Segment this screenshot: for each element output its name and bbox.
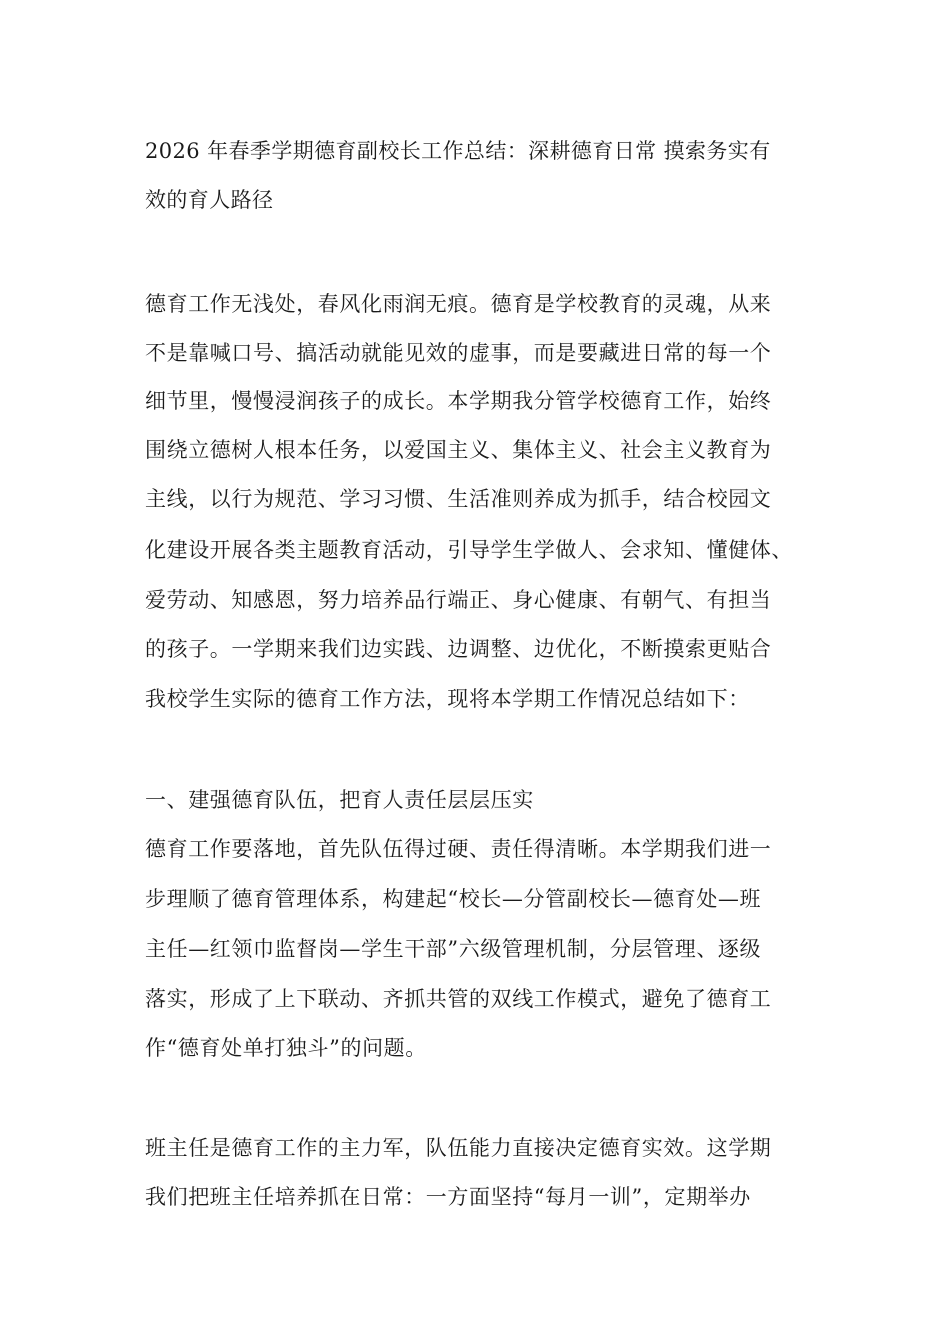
intro-line: 主线，以行为规范、学习习惯、生活准则养成为抓手，结合校园文 bbox=[145, 487, 772, 511]
intro-line: 爱劳动、知感恩，努力培养品行端正、身心健康、有朝气、有担当 bbox=[145, 588, 772, 612]
intro-line: 围绕立德树人根本任务，以爱国主义、集体主义、社会主义教育为 bbox=[145, 438, 772, 462]
section1-para2-line: 班主任是德育工作的主力军，队伍能力直接决定德育实效。这学期 bbox=[145, 1136, 772, 1160]
intro-line: 德育工作无浅处，春风化雨润无痕。德育是学校教育的灵魂，从来 bbox=[145, 292, 772, 316]
intro-line: 的孩子。一学期来我们边实践、边调整、边优化，不断摸索更贴合 bbox=[145, 637, 772, 661]
intro-line: 化建设开展各类主题教育活动，引导学生学做人、会求知、懂健体、 bbox=[145, 538, 793, 562]
intro-line: 我校学生实际的德育工作方法，现将本学期工作情况总结如下： bbox=[145, 687, 750, 711]
section1-para1-line: 落实，形成了上下联动、齐抓共管的双线工作模式，避免了德育工 bbox=[145, 987, 772, 1011]
intro-line: 不是靠喊口号、搞活动就能见效的虚事，而是要藏进日常的每一个 bbox=[145, 341, 772, 365]
section1-para1-line: 德育工作要落地，首先队伍得过硬、责任得清晰。本学期我们进一 bbox=[145, 837, 772, 861]
section1-para1-line: 作“德育处单打独斗”的问题。 bbox=[145, 1036, 427, 1060]
section-heading: 一、建强德育队伍，把育人责任层层压实 bbox=[145, 788, 534, 812]
section1-para1-line: 主任—红领巾监督岗—学生干部”六级管理机制，分层管理、逐级 bbox=[145, 937, 762, 961]
document-title-line-1: 2026 年春季学期德育副校长工作总结：深耕德育日常 摸索务实有 bbox=[145, 139, 771, 163]
section1-para2-line: 我们把班主任培养抓在日常：一方面坚持“每月一训”，定期举办 bbox=[145, 1185, 751, 1209]
document-title-line-2: 效的育人路径 bbox=[145, 188, 274, 212]
section1-para1-line: 步理顺了德育管理体系，构建起“校长—分管副校长—德育处—班 bbox=[145, 887, 762, 911]
intro-line: 细节里，慢慢浸润孩子的成长。本学期我分管学校德育工作，始终 bbox=[145, 389, 772, 413]
